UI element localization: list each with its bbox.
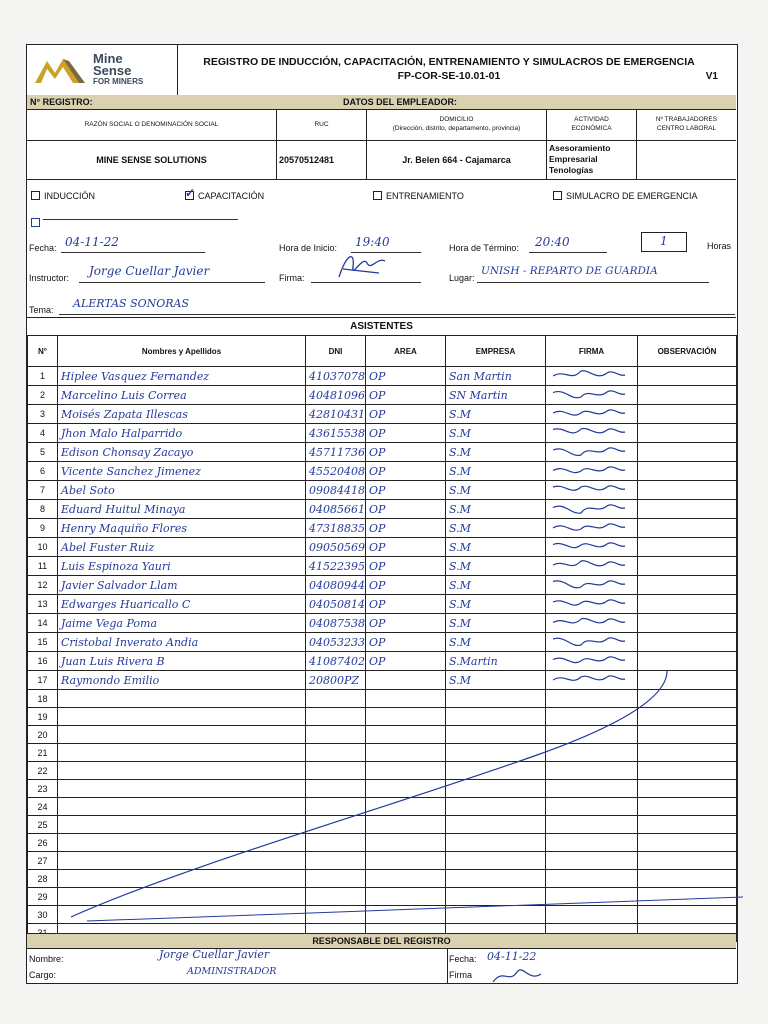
row-number: 25: [28, 816, 58, 834]
row-number: 23: [28, 780, 58, 798]
attendee-area-text: OP: [369, 483, 386, 497]
horas-label: Horas: [707, 241, 732, 251]
attendee-area[interactable]: [366, 557, 446, 576]
attendee-name-text: Jaime Vega Poma: [61, 616, 158, 630]
attendee-name-text: Jhon Malo Halparrido: [61, 426, 183, 440]
attendee-signature[interactable]: [546, 519, 638, 538]
attendee-empresa-text: S.M: [449, 407, 471, 421]
signature-icon: [333, 249, 393, 283]
lugar-field[interactable]: [477, 267, 709, 283]
attendee-signature[interactable]: [546, 538, 638, 557]
attendee-signature[interactable]: [546, 462, 638, 481]
attendee-area[interactable]: [366, 424, 446, 443]
attendee-observation[interactable]: [638, 576, 737, 595]
attendee-name-text: Moisés Zapata Illescas: [61, 407, 188, 421]
table-row: [28, 424, 737, 443]
responsable-nombre: Jorge Cuellar Javier: [159, 948, 270, 961]
attendee-name[interactable]: [58, 386, 306, 405]
row-number: 12: [28, 576, 58, 595]
table-row: [28, 462, 737, 481]
attendee-area-text: OP: [369, 464, 386, 478]
inicio-label: Hora de Inicio:: [279, 243, 338, 253]
attendee-empresa-text: S.M: [449, 464, 471, 478]
signature-icon: [549, 367, 629, 383]
domicilio-head: DOMICILIO: [439, 116, 474, 123]
attendee-empresa[interactable]: [446, 595, 546, 614]
col-actividad: ACTIVIDAD ECONÓMICA: [547, 110, 637, 140]
table-row: [28, 519, 737, 538]
attendee-area[interactable]: [366, 538, 446, 557]
instructor-label: Instructor:: [29, 273, 70, 283]
attendee-observation[interactable]: [638, 367, 737, 386]
attendee-name-text: Abel Soto: [61, 483, 115, 497]
employer-band: [27, 95, 736, 110]
asistentes-title: ASISTENTES: [27, 317, 736, 336]
attendee-area[interactable]: [366, 576, 446, 595]
signature-icon: [549, 500, 629, 516]
row-number: 10: [28, 538, 58, 557]
fecha-label: Fecha:: [29, 243, 57, 253]
table-row: [28, 386, 737, 405]
signature-icon: [549, 538, 629, 554]
attendee-name[interactable]: [58, 595, 306, 614]
signature-icon: [549, 481, 629, 497]
responsable-band: RESPONSABLE DEL REGISTRO: [27, 933, 736, 949]
attendee-empresa[interactable]: [446, 576, 546, 595]
row-number: 5: [28, 443, 58, 462]
attendee-area[interactable]: [366, 367, 446, 386]
registration-form: [26, 44, 738, 984]
row-number: 29: [28, 888, 58, 906]
attendee-area[interactable]: [366, 595, 446, 614]
attendee-area-text: OP: [369, 426, 386, 440]
attendee-dni[interactable]: [306, 614, 366, 633]
attendee-area[interactable]: [366, 386, 446, 405]
attendee-area-text: OP: [369, 635, 386, 649]
attendee-area-text: OP: [369, 597, 386, 611]
attendee-name-text: Marcelino Luis Correa: [61, 388, 187, 402]
tema-value: ALERTAS SONORAS: [73, 297, 190, 310]
signature-icon: [549, 443, 629, 459]
attendee-empresa-text: S.M: [449, 559, 471, 573]
attendee-name[interactable]: [58, 519, 306, 538]
row-number: 11: [28, 557, 58, 576]
row-number: 7: [28, 481, 58, 500]
attendee-observation[interactable]: [638, 519, 737, 538]
instructor-field[interactable]: [79, 264, 265, 283]
attendee-area-text: OP: [369, 654, 386, 668]
attendee-dni-text: 42810431: [309, 407, 365, 421]
attendee-name-text: Hiplee Vasquez Fernandez: [61, 369, 210, 383]
attendee-name[interactable]: [58, 614, 306, 633]
attendee-empresa-text: SN Martin: [449, 388, 508, 402]
firma-label: Firma:: [279, 273, 305, 283]
table-header-row: [28, 336, 737, 367]
table-row: [28, 595, 737, 614]
horas-box[interactable]: [641, 232, 687, 252]
attendee-signature[interactable]: [546, 443, 638, 462]
attendee-signature[interactable]: [546, 367, 638, 386]
attendee-signature[interactable]: [546, 500, 638, 519]
attendee-dni-text: 40481096: [309, 388, 365, 402]
row-number: 14: [28, 614, 58, 633]
domicilio-sub: (Dirección, distrito, departamento, provincia): [392, 125, 521, 132]
attendee-area[interactable]: [366, 405, 446, 424]
attendee-area[interactable]: [366, 481, 446, 500]
attendee-signature[interactable]: [546, 386, 638, 405]
signature-icon: [549, 519, 629, 535]
horas-value: 1: [660, 234, 668, 248]
attendee-area-text: OP: [369, 388, 386, 402]
signature-icon: [549, 557, 629, 573]
title-text: REGISTRO DE INDUCCIÓN, CAPACITACIÓN, ENTRENAMIENTO Y SIMULACROS DE EMERGENCIA: [203, 56, 695, 68]
signature-icon: [549, 405, 629, 421]
attendee-empresa[interactable]: [446, 614, 546, 633]
row-number: 22: [28, 762, 58, 780]
attendee-empresa[interactable]: [446, 500, 546, 519]
signature-icon: [549, 386, 629, 402]
attendee-observation[interactable]: [638, 500, 737, 519]
attendee-name[interactable]: [58, 500, 306, 519]
razon-value: MINE SENSE SOLUTIONS: [27, 141, 277, 179]
attendee-name[interactable]: [58, 576, 306, 595]
attendee-area[interactable]: [366, 462, 446, 481]
attendee-dni-text: 09084418: [309, 483, 365, 497]
termino-field[interactable]: [529, 237, 607, 253]
other-type-line: [31, 213, 237, 231]
attendee-name-text: Javier Salvador Llam: [61, 578, 178, 592]
attendee-signature[interactable]: [546, 614, 638, 633]
attendee-empresa[interactable]: [446, 386, 546, 405]
attendee-empresa[interactable]: [446, 405, 546, 424]
attendee-dni[interactable]: [306, 405, 366, 424]
row-number: 4: [28, 424, 58, 443]
attendee-name[interactable]: [58, 538, 306, 557]
attendee-dni-text: 09050569: [309, 540, 365, 554]
actividad-value: Asesoramiento Empresarial Tenologías: [547, 141, 637, 179]
termino-value: 20:40: [535, 235, 570, 249]
row-number: 17: [28, 671, 58, 690]
attendee-name-text: Raymondo Emilio: [61, 673, 160, 687]
cargo-label: Cargo:: [29, 970, 57, 980]
row-number: 16: [28, 652, 58, 671]
table-row: [28, 367, 737, 386]
attendee-signature[interactable]: [546, 405, 638, 424]
checkbox-icon[interactable]: [373, 191, 382, 200]
table-row: [28, 405, 737, 424]
attendee-name-text: Cristobal Inverato Andia: [61, 635, 199, 649]
attendee-empresa-text: S.Martin: [449, 654, 498, 668]
attendee-empresa[interactable]: [446, 519, 546, 538]
resp-fecha-label: Fecha:: [449, 954, 477, 964]
attendee-name-text: Eduard Huitul Minaya: [61, 502, 186, 516]
checkbox-icon[interactable]: [31, 218, 40, 227]
attendee-area-text: OP: [369, 407, 386, 421]
attendee-name-text: Luis Espinoza Yauri: [61, 559, 171, 573]
table-row: [28, 443, 737, 462]
lugar-value: UNISH - REPARTO DE GUARDIA: [481, 265, 658, 277]
attendee-observation[interactable]: [638, 443, 737, 462]
col-observacion: OBSERVACIÓN: [638, 336, 737, 367]
row-number: 20: [28, 726, 58, 744]
attendee-dni[interactable]: [306, 386, 366, 405]
table-row: [28, 633, 737, 652]
attendee-dni-text: 45520408: [309, 464, 365, 478]
attendee-name[interactable]: [58, 405, 306, 424]
other-type-underline: [43, 219, 238, 220]
attendee-empresa[interactable]: [446, 443, 546, 462]
checkbox-checked-icon[interactable]: ✓: [185, 186, 196, 200]
attendee-name[interactable]: [58, 481, 306, 500]
signature-icon: [489, 964, 549, 986]
attendee-empresa-text: S.M: [449, 578, 471, 592]
nombre-label: Nombre:: [29, 954, 64, 964]
type-capacitacion[interactable]: ✓ CAPACITACIÓN: [185, 186, 265, 201]
attendee-area-text: OP: [369, 559, 386, 573]
attendee-observation[interactable]: [638, 538, 737, 557]
mountain-logo-icon: [33, 55, 91, 85]
signature-icon: [549, 576, 629, 592]
logo-text: Mine Sense: [93, 51, 132, 78]
col-dni: DNI: [306, 336, 366, 367]
attendee-area[interactable]: [366, 614, 446, 633]
row-number: 9: [28, 519, 58, 538]
attendee-empresa[interactable]: [446, 462, 546, 481]
attendee-dni-text: 47318835: [309, 521, 365, 535]
attendee-dni[interactable]: [306, 633, 366, 652]
attendee-area-text: OP: [369, 445, 386, 459]
attendee-empresa[interactable]: [446, 481, 546, 500]
responsable-section: [27, 948, 736, 984]
instructor-value: Jorge Cuellar Javier: [89, 264, 210, 278]
attendee-empresa-text: S.M: [449, 597, 471, 611]
responsable-cargo: ADMINISTRADOR: [187, 966, 277, 977]
attendee-dni[interactable]: [306, 595, 366, 614]
attendee-name-text: Edwarges Huaricallo C: [61, 597, 191, 611]
fecha-field[interactable]: [61, 237, 205, 253]
ruc-value: 20570512481: [277, 141, 367, 179]
attendee-empresa[interactable]: [446, 633, 546, 652]
attendee-area[interactable]: [366, 443, 446, 462]
attendee-dni-text: 45711736: [309, 445, 365, 459]
attendee-empresa[interactable]: [446, 538, 546, 557]
row-number: 27: [28, 852, 58, 870]
col-firma: FIRMA: [546, 336, 638, 367]
attendee-observation[interactable]: [638, 633, 737, 652]
row-number: 6: [28, 462, 58, 481]
attendee-observation[interactable]: [638, 424, 737, 443]
tema-field[interactable]: [59, 299, 735, 315]
row-number: 28: [28, 870, 58, 888]
void-line-icon: [67, 665, 747, 925]
attendee-dni-text: 04087538: [309, 616, 365, 630]
attendee-dni[interactable]: [306, 538, 366, 557]
attendee-dni[interactable]: [306, 443, 366, 462]
attendee-area-text: OP: [369, 540, 386, 554]
checkbox-icon[interactable]: [553, 191, 562, 200]
attendee-name[interactable]: [58, 462, 306, 481]
form-header: [27, 45, 736, 96]
attendee-name-text: Henry Maquiño Flores: [61, 521, 188, 535]
attendee-signature[interactable]: [546, 633, 638, 652]
attendee-observation[interactable]: [638, 557, 737, 576]
instructor-signature[interactable]: [311, 267, 421, 283]
attendee-dni[interactable]: [306, 462, 366, 481]
form-code: FP-COR-SE-10.01-01: [397, 70, 501, 82]
attendee-dni-text: 41087402: [309, 654, 365, 668]
table-row: [28, 557, 737, 576]
trabajadores-value: [637, 141, 736, 179]
row-number: 13: [28, 595, 58, 614]
attendee-empresa-text: San Martin: [449, 369, 512, 383]
attendee-dni[interactable]: [306, 576, 366, 595]
col-razon: RAZÓN SOCIAL O DENOMINACIÓN SOCIAL: [27, 110, 277, 140]
row-number: 15: [28, 633, 58, 652]
attendee-name[interactable]: [58, 443, 306, 462]
attendee-dni-text: 04080944: [309, 578, 365, 592]
checkbox-icon[interactable]: [31, 191, 40, 200]
attendee-empresa-text: S.M: [449, 521, 471, 535]
employer-label: DATOS DEL EMPLEADOR:: [343, 97, 458, 107]
attendee-area-text: OP: [369, 502, 386, 516]
table-row: [28, 538, 737, 557]
attendee-area-text: OP: [369, 616, 386, 630]
attendee-signature[interactable]: [546, 424, 638, 443]
attendee-area-text: OP: [369, 521, 386, 535]
employer-values: [27, 141, 736, 180]
type-simulacro[interactable]: SIMULACRO DE EMERGENCIA: [553, 191, 698, 201]
attendee-signature[interactable]: [546, 481, 638, 500]
type-induccion[interactable]: INDUCCIÓN: [31, 191, 95, 201]
attendee-name-text: Edison Chonsay Zacayo: [61, 445, 194, 459]
attendee-observation[interactable]: [638, 405, 737, 424]
attendee-area[interactable]: [366, 633, 446, 652]
col-ruc: RUC: [277, 110, 367, 140]
signature-icon: [549, 424, 629, 440]
attendee-empresa-text: S.M: [449, 445, 471, 459]
signature-icon: [549, 595, 629, 611]
registro-label: N° REGISTRO:: [30, 97, 93, 107]
row-number: 21: [28, 744, 58, 762]
row-number: 1: [28, 367, 58, 386]
logo-tagline: FOR MINERS: [93, 77, 144, 86]
attendee-dni-text: 43615538: [309, 426, 365, 440]
attendee-dni[interactable]: [306, 519, 366, 538]
row-number: 30: [28, 906, 58, 924]
attendee-name[interactable]: [58, 557, 306, 576]
attendee-empresa[interactable]: [446, 557, 546, 576]
attendee-signature[interactable]: [546, 595, 638, 614]
attendee-observation[interactable]: [638, 614, 737, 633]
fecha-value: 04-11-22: [65, 235, 119, 249]
resp-fecha: 04-11-22: [487, 950, 537, 963]
attendee-area[interactable]: [366, 500, 446, 519]
attendee-name-text: Abel Fuster Ruiz: [61, 540, 155, 554]
employer-columns: [27, 110, 736, 141]
attendee-dni-text: 04053233: [309, 635, 365, 649]
attendee-dni[interactable]: [306, 500, 366, 519]
company-logo: [27, 45, 178, 95]
attendee-name[interactable]: [58, 424, 306, 443]
attendee-dni-text: 41037078: [309, 369, 365, 383]
signature-icon: [549, 633, 629, 649]
row-number: 2: [28, 386, 58, 405]
col-nombre: Nombres y Apellidos: [58, 336, 306, 367]
attendee-dni[interactable]: [306, 367, 366, 386]
inicio-value: 19:40: [355, 235, 390, 249]
attendee-name[interactable]: [58, 633, 306, 652]
col-domicilio: [367, 110, 547, 140]
row-number: 19: [28, 708, 58, 726]
signature-icon: [549, 614, 629, 630]
col-trabajadores: Nº TRABAJADORES CENTRO LABORAL: [655, 116, 718, 132]
attendee-empresa[interactable]: [446, 367, 546, 386]
type-entrenamiento[interactable]: ENTRENAMIENTO: [373, 191, 464, 201]
attendee-area[interactable]: [366, 519, 446, 538]
form-title: [179, 55, 719, 83]
attendee-empresa-text: S.M: [449, 635, 471, 649]
signature-icon: [549, 462, 629, 478]
attendee-observation[interactable]: [638, 481, 737, 500]
col-n: N°: [28, 336, 58, 367]
attendee-observation[interactable]: [638, 595, 737, 614]
attendee-observation[interactable]: [638, 386, 737, 405]
attendee-dni[interactable]: [306, 424, 366, 443]
attendee-area-text: OP: [369, 578, 386, 592]
attendee-empresa-text: S.M: [449, 616, 471, 630]
termino-label: Hora de Término:: [449, 243, 519, 253]
tema-label: Tema:: [29, 305, 54, 315]
row-number: 26: [28, 834, 58, 852]
attendee-dni-text: 04050814: [309, 597, 365, 611]
resp-firma-label: Firma: [449, 970, 472, 980]
attendee-dni[interactable]: [306, 481, 366, 500]
row-number: 8: [28, 500, 58, 519]
attendee-empresa-text: S.M: [449, 540, 471, 554]
attendee-name-text: Vicente Sanchez Jimenez: [61, 464, 201, 478]
table-row: [28, 481, 737, 500]
row-number: 18: [28, 690, 58, 708]
attendee-observation[interactable]: [638, 462, 737, 481]
attendee-dni-text: 41522395: [309, 559, 365, 573]
row-number: 3: [28, 405, 58, 424]
responsable-left: [27, 948, 448, 984]
attendee-name-text: Juan Luis Rivera B: [61, 654, 165, 668]
row-number: 24: [28, 798, 58, 816]
attendee-empresa-text: S.M: [449, 502, 471, 516]
table-row: [28, 614, 737, 633]
attendee-empresa-text: S.M: [449, 483, 471, 497]
attendee-empresa-text: S.M: [449, 673, 471, 687]
table-row: [28, 500, 737, 519]
form-version: V1: [705, 71, 718, 82]
attendee-empresa[interactable]: [446, 424, 546, 443]
attendee-area-text: OP: [369, 369, 386, 383]
attendee-dni-text: 20800PZ: [309, 673, 360, 687]
col-empresa: EMPRESA: [446, 336, 546, 367]
attendee-signature[interactable]: [546, 557, 638, 576]
col-area: AREA: [366, 336, 446, 367]
attendee-dni-text: 04085661: [309, 502, 365, 516]
attendee-empresa-text: S.M: [449, 426, 471, 440]
table-row: [28, 576, 737, 595]
attendee-dni[interactable]: [306, 557, 366, 576]
domicilio-value: Jr. Belen 664 - Cajamarca: [367, 141, 547, 179]
attendee-name[interactable]: [58, 367, 306, 386]
lugar-label: Lugar:: [449, 273, 475, 283]
attendee-signature[interactable]: [546, 576, 638, 595]
